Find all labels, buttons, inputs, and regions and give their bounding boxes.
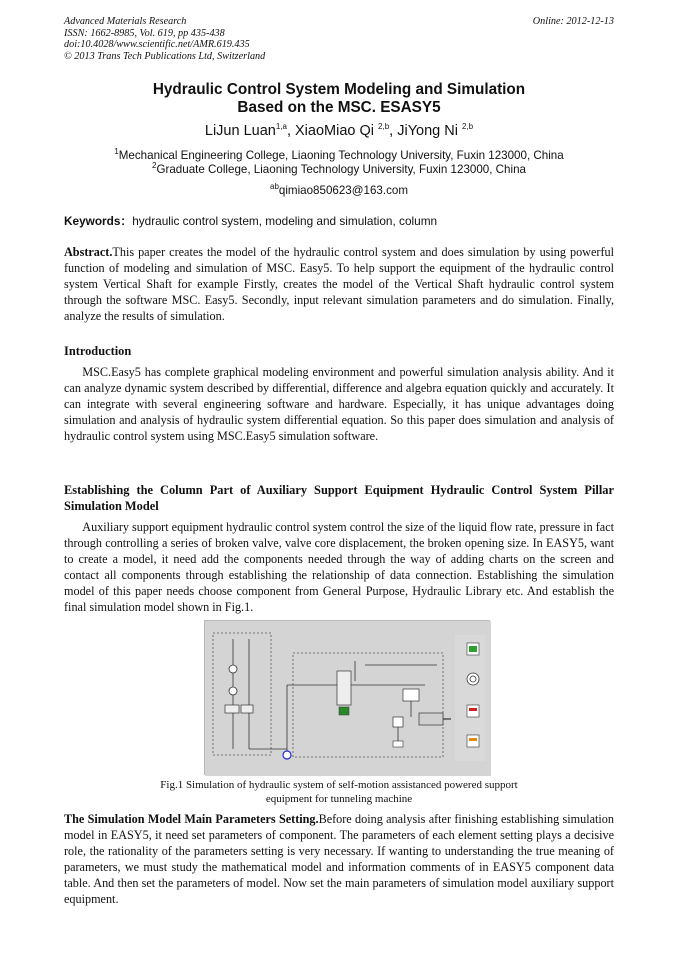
abstract-text: This paper creates the model of the hydraulic control system and does simulation by using powerful function of modeling and simulation of MSC. Easy5. To help support the equipment of the hydraulic control system Vertical Shaft for example Firstly, creates the model of the Vertical Shaft hydraulic control system through the software MSC. Easy5. Secondly, input relevant simulation parameters and do simulation. Finally, analyze the results of simulation. [64, 245, 614, 323]
doi: doi:10.4028/www.scientific.net/AMR.619.435 [64, 39, 250, 51]
author-name: LiJun Luan [204, 123, 276, 139]
affiliation [64, 149, 614, 163]
palette-icon-gauge-fill [469, 708, 477, 711]
hydraulic-cylinder [419, 713, 443, 725]
palette-icon-circle[interactable] [467, 673, 479, 685]
title-line-1: Hydraulic Control System Modeling and Simulation [152, 81, 526, 98]
tank-symbol [283, 751, 291, 759]
figure-1 [204, 620, 490, 775]
valve-symbol-2 [241, 705, 253, 713]
drain-tank [393, 741, 403, 747]
control-valve [337, 671, 351, 705]
valve-symbol [225, 705, 239, 713]
section3 [64, 812, 614, 907]
caption-line-1: Fig.1 Simulation of hydraulic system of self-motion assistanced powered support [160, 779, 518, 791]
journal-info [64, 16, 614, 62]
author-name: XiaoMiao Qi [295, 123, 374, 139]
affiliation-text: Graduate College, Liaoning Technology University, Fuxin 123000, China [156, 163, 526, 176]
affiliation-text: Mechanical Engineering College, Liaoning Technology University, Fuxin 123000, China [118, 149, 564, 162]
keywords-label: Keywords： [64, 214, 133, 228]
affiliation [64, 163, 614, 177]
issn: ISSN: 1662-8985, Vol. 619, pp 435-438 [64, 27, 225, 39]
online-date: Online: 2012-12-13 [532, 16, 614, 27]
email [64, 184, 614, 197]
section2-text: Auxiliary support equipment hydraulic control system control the size of the liquid flow rate, pressure in fact through controlling a series of broken valve, valve core displacement, the broken opening size. In EASY5, want to create a model, it need add the components needed through the way of adding charts on the screen and contact all components through establishing the relationship of data connection. Establishing the simulation model of this paper needs choose component from General Purpose, Hydraulic Library etc. And establish the final simulation model shown in Fig.1. [64, 520, 615, 614]
palette-icon-block-fill [469, 738, 477, 741]
affiliations [64, 149, 614, 177]
abstract [64, 245, 614, 325]
journal-name: Advanced Materials Research [64, 16, 187, 27]
email-sup: ab [270, 182, 279, 192]
relief-valve [393, 717, 403, 727]
copyright: © 2013 Trans Tech Publications Ltd, Switzerland [64, 50, 266, 62]
section3-heading: The Simulation Model Main Parameters Setting. [64, 812, 319, 826]
affiliation-sup: 2 [152, 161, 157, 171]
keywords [64, 212, 614, 229]
email-address[interactable]: qimiao850623@163.com [278, 184, 408, 197]
keywords-text: hydraulic control system, modeling and simulation, column [132, 214, 438, 228]
simulation-model-diagram [205, 621, 491, 776]
section2-heading: Establishing the Column Part of Auxiliary Support Equipment Hydraulic Control System Pillar Simulation Model [64, 483, 614, 513]
section3-text: Before doing analysis after finishing establishing simulation model in EASY5, it need set parameters of component. The parameters of each element setting plays a decisive role, the rationality of the parameters setting is very necessary. If wanting to understanding the true meaning of parameters, we must study the mathematical model and information comments of in EASY5 component data table. And then set the parameters of model. Now set the main parameters of simulation model auxiliary support equipment. [64, 812, 614, 906]
caption-line-2: equipment for tunneling machine [265, 793, 413, 805]
pump-symbol [229, 665, 237, 673]
author-name: JiYong Ni [397, 123, 458, 139]
valve-actuator [339, 707, 349, 715]
palette-icon-green-fill [469, 646, 477, 652]
affiliation-sup: 1 [114, 147, 119, 157]
author-sup: 2,b [461, 122, 474, 132]
title-line-2: Based on the MSC. ESASY5 [237, 99, 441, 116]
introduction-heading: Introduction [64, 344, 132, 358]
author-sup: 2,b [378, 122, 390, 132]
introduction-text: MSC.Easy5 has complete graphical modeling environment and powerful simulation analysis ability. And it can analyze dynamic system described by differential, difference and algebra equation quickly and accurately. It can integrate with several engineering software and hardware. Especially, it has unique advantages doing simulation and analysis of hydraulic system differential equation. So this paper does simulation and analysis of hydraulic control system using MSC.Easy5 simulation software. [64, 365, 614, 443]
figure-caption [100, 778, 578, 806]
author-list: LiJun Luan$^{1,a}$, XiaoMiao Qi $^{2,b}$, JiYong Ni $^{2,b}$ [204, 122, 474, 139]
motor-symbol [229, 687, 237, 695]
abstract-label: Abstract. [64, 245, 113, 259]
paper-title [64, 81, 614, 117]
check-valve [403, 689, 419, 701]
author-sup: 1,a [275, 122, 287, 132]
